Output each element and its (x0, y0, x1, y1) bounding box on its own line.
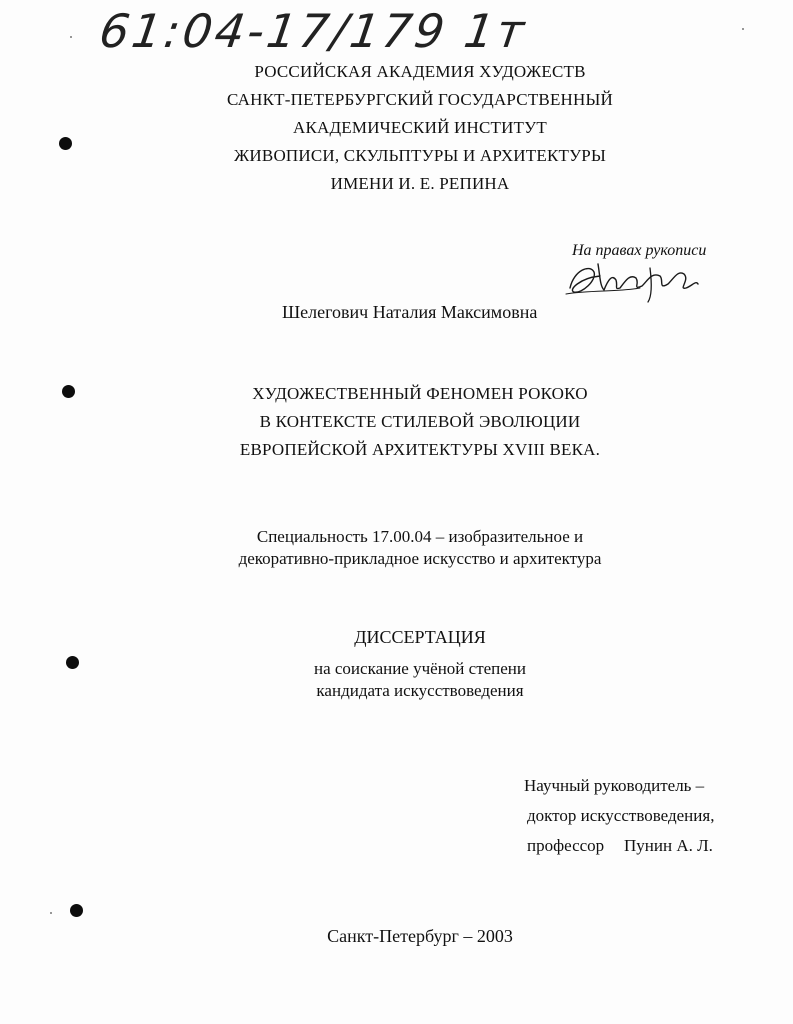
institution-line: РОССИЙСКАЯ АКАДЕМИЯ ХУДОЖЕСТВ (254, 62, 586, 81)
punch-hole (59, 137, 72, 150)
dissertation-title (0, 380, 793, 464)
specialty-line: декоративно-прикладное искусство и архитектура (238, 549, 602, 568)
scan-speck (50, 912, 52, 914)
dissertation-heading: ДИССЕРТАЦИЯ (354, 627, 486, 647)
supervisor-role: Научный руководитель – (524, 776, 705, 795)
title-line: ЕВРОПЕЙСКОЙ АРХИТЕКТУРЫ XVIII ВЕКА. (239, 440, 601, 459)
punch-hole (70, 904, 83, 917)
degree-block (0, 658, 793, 702)
degree-line: кандидата искусствоведения (316, 681, 524, 700)
punch-hole (66, 656, 79, 669)
institution-header (0, 58, 793, 198)
supervisor-rank: профессор (527, 836, 605, 855)
institution-line: САНКТ-ПЕТЕРБУРГСКИЙ ГОСУДАРСТВЕННЫЙ (226, 90, 613, 109)
institution-line: ИМЕНИ И. Е. РЕПИНА (330, 174, 510, 193)
institution-line: АКАДЕМИЧЕСКИЙ ИНСТИТУТ (293, 118, 547, 137)
institution-line: ЖИВОПИСИ, СКУЛЬПТУРЫ И АРХИТЕКТУРЫ (234, 146, 606, 165)
title-line: ХУДОЖЕСТВЕННЫЙ ФЕНОМЕН РОКОКО (252, 384, 588, 403)
specialty-block (0, 526, 793, 570)
manuscript-rights-label: На правах рукописи (572, 242, 707, 259)
title-line: В КОНТЕКСТЕ СТИЛЕВОЙ ЭВОЛЮЦИИ (259, 412, 581, 431)
city-year: Санкт-Петербург – 2003 (327, 926, 513, 946)
supervisor-degree: доктор искусствоведения, (527, 806, 715, 825)
degree-line: на соискание учёной степени (313, 659, 527, 678)
handwritten-catalog-number: 61:04-17/179 1т (96, 4, 531, 58)
scan-speck (742, 28, 744, 30)
scan-speck (70, 36, 72, 38)
specialty-line: Специальность 17.00.04 – изобразительное и (256, 527, 584, 546)
supervisor-name: Пунин А. Л. (624, 836, 713, 855)
author-name: Шелегович Наталия Максимовна (282, 302, 538, 322)
handwritten-signature (560, 250, 720, 310)
punch-hole (62, 385, 75, 398)
